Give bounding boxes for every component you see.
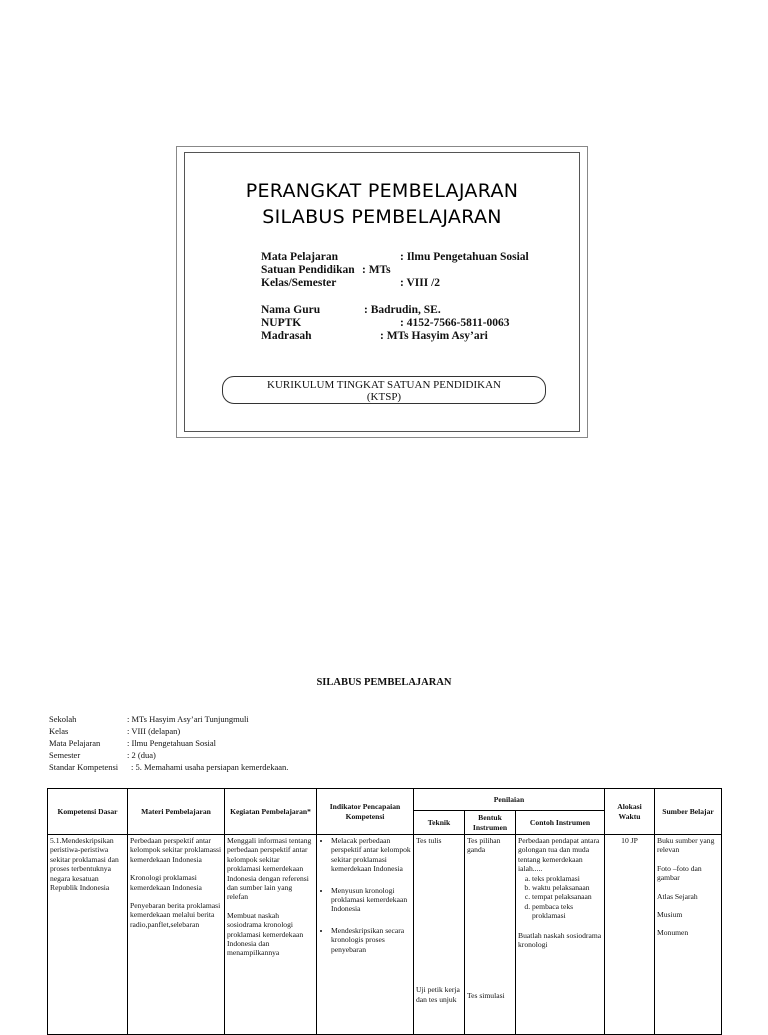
sumber-item: Monumen xyxy=(657,928,689,938)
cell-contoh xyxy=(516,835,605,1035)
silabus-title: SILABUS PEMBELAJARAN xyxy=(316,677,452,688)
teknik-item: Uji petik kerja dan tes unjuk xyxy=(416,985,460,1004)
cell-materi xyxy=(128,835,225,1035)
kegiatan-item: Menggali informasi tentang perbedaan perspektif antar kelompok sekitar proklamasi kemerdekaan Indonesia dengan referensi dan sumber lain yang relefan xyxy=(227,836,312,902)
kd-text: 5.1.Mendeskripsikan peristiwa-peristiwa sekitar proklamasi dan proses terbentuknya negara kesatuan Republik Indonesia xyxy=(50,836,119,893)
cell-bentuk xyxy=(465,835,516,1035)
cell-teknik xyxy=(414,835,465,1035)
info-value-kelas-semester: : VIII /2 xyxy=(400,277,441,289)
bentuk-item: Tes simulasi xyxy=(467,990,505,1000)
meta-label-sekolah: Sekolah xyxy=(49,714,77,724)
header-contoh: Contoh Instrumen xyxy=(516,811,605,835)
alokasi-value: 10 JP xyxy=(621,836,638,845)
meta-value-mata-pelajaran: : Ilmu Pengetahuan Sosial xyxy=(127,738,217,748)
contoh-option: b. waktu pelaksanaan xyxy=(532,883,602,892)
contoh-outro: Buatlah naskah sosiodrama kronologi xyxy=(518,930,602,950)
indikator-item: • Menyusun kronologi proklamasi kemerdekaan Indonesia xyxy=(331,886,411,914)
cell-sumber xyxy=(655,835,722,1035)
meta-value-semester: : 2 (dua) xyxy=(127,750,156,760)
meta-value-standar-kompetensi: : 5. Memahami usaha persiapan kemerdekaan. xyxy=(131,762,289,772)
materi-item: Perbedaan perspektif antar kelompok sekitar proklamassi kemerdekaan Indonesia xyxy=(130,836,222,864)
indikator-item: • Melacak perbedaan perspektif antar kelompok sekitar proklamasi kemerdekaan Indonesia xyxy=(331,836,411,874)
info-value-nuptk: : 4152-7566-5811-0063 xyxy=(400,317,510,329)
silabus-table xyxy=(47,788,722,1035)
meta-value-kelas: : VIII (delapan) xyxy=(127,726,181,736)
info-label-madrasah: Madrasah xyxy=(261,330,312,342)
cover-title-line1: PERANGKAT PEMBELAJARAN xyxy=(245,180,519,202)
contoh-option: d. pembaca teks proklamasi xyxy=(532,902,602,921)
cover-title-line2: SILABUS PEMBELAJARAN xyxy=(262,206,502,228)
header-alokasi: Alokasi Waktu xyxy=(605,789,655,835)
header-kompetensi-dasar: Kompetensi Dasar xyxy=(48,789,128,835)
cell-kompetensi-dasar xyxy=(48,835,128,1035)
info-label-nama-guru: Nama Guru xyxy=(261,304,321,316)
header-teknik: Teknik xyxy=(414,811,465,835)
materi-item: Kronologi proklamasi kemerdekaan Indonesia xyxy=(130,873,202,892)
header-indikator: Indikator Pencapaian Kompetensi xyxy=(317,789,414,835)
info-label-nuptk: NUPTK xyxy=(261,317,302,329)
teknik-item: Tes tulis xyxy=(416,836,442,845)
header-materi: Materi Pembelajaran xyxy=(128,789,225,835)
info-value-madrasah: : MTs Hasyim Asy’ari xyxy=(380,330,488,342)
info-value-mata-pelajaran: : Ilmu Pengetahuan Sosial xyxy=(400,251,529,263)
info-value-satuan-pendidikan: : MTs xyxy=(362,264,391,276)
ktsp-line1: KURIKULUM TINGKAT SATUAN PENDIDIKAN xyxy=(267,379,501,391)
ktsp-box xyxy=(222,376,546,404)
cell-kegiatan xyxy=(225,835,317,1035)
meta-label-kelas: Kelas xyxy=(49,726,69,736)
sumber-item: Foto –foto dan gambar xyxy=(657,863,702,883)
indikator-item: • Mendeskripsikan secara kronologis proses penyebaran xyxy=(331,926,411,954)
contoh-option: a. teks proklamasi xyxy=(532,874,602,883)
meta-label-standar-kompetensi: Standar Kompetensi xyxy=(49,762,119,772)
cell-alokasi xyxy=(605,835,655,1035)
meta-label-mata-pelajaran: Mata Pelajaran xyxy=(49,738,101,748)
kegiatan-item: Membuat naskah sosiodrama kronologi proklamasi kemerdekaan Indonesia dan menampilkannya xyxy=(227,910,304,958)
header-sumber: Sumber Belajar xyxy=(655,789,722,835)
header-bentuk: Bentuk Instrumen xyxy=(465,811,516,835)
sumber-item: Buku sumber yang relevan xyxy=(657,836,715,855)
info-label-satuan-pendidikan: Satuan Pendidikan xyxy=(261,264,355,276)
ktsp-line2: (KTSP) xyxy=(366,391,402,403)
bentuk-item: Tes pilihan ganda xyxy=(467,836,501,855)
meta-value-sekolah: : MTs Hasyim Asy’ari Tunjungmuli xyxy=(127,714,249,724)
sumber-item: Atlas Sejarah xyxy=(657,891,698,901)
meta-label-semester: Semester xyxy=(49,750,81,760)
header-kegiatan: Kegiatan Pembelajaran* xyxy=(225,789,317,835)
info-label-mata-pelajaran: Mata Pelajaran xyxy=(261,251,338,263)
info-value-nama-guru: : Badrudin, SE. xyxy=(364,304,441,316)
sumber-item: Musium xyxy=(657,910,683,920)
info-label-kelas-semester: Kelas/Semester xyxy=(261,277,337,289)
cell-indikator xyxy=(317,835,414,1035)
header-penilaian: Penilaian xyxy=(414,789,605,811)
contoh-intro: Perbedaan pendapat antara golongan tua dan muda tentang kemerdekaan ialah..... xyxy=(518,836,600,874)
materi-item: Penyebaran berita proklamasi kemerdekaan melalui berita radio,panflet,selebaran xyxy=(130,901,221,929)
contoh-option: c. tempat pelaksanaan xyxy=(532,892,602,901)
